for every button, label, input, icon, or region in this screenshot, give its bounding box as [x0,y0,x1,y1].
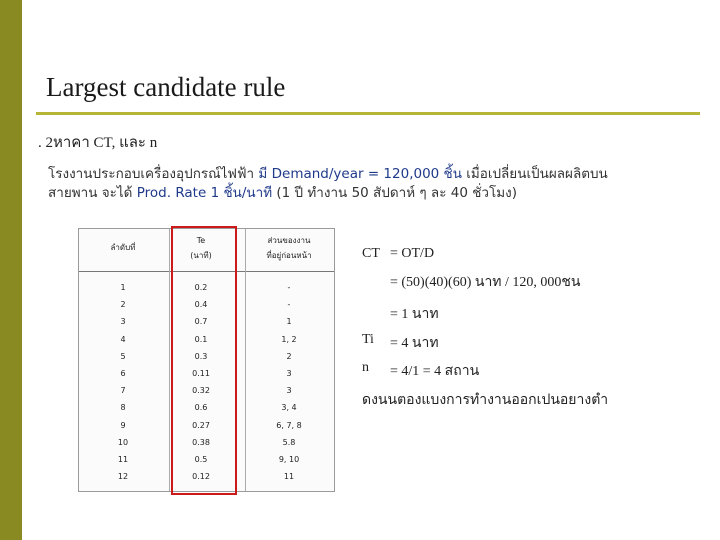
cell-te: 0.27 [192,420,210,430]
problem-part-4: สายพาน จะได้ [48,185,137,201]
ct-result: = 1 นาท [390,307,439,322]
cell-predecessor: - [287,283,291,292]
problem-statement [48,165,668,203]
header-predecessor-sub: ที่อยู่ก่อนหน้า [266,251,312,260]
header-te-unit: (นาที) [190,251,212,260]
cell-predecessor: 3 [286,369,292,378]
n-label: n [362,360,369,375]
cell-predecessor: 9, 10 [278,455,300,464]
cell-predecessor: - [287,300,291,310]
cell-te: 0.5 [194,455,208,464]
problem-part-3: เมื่อเปลี่ยนเป็นผลผลิตบน [461,166,608,182]
header-predecessor: ส่วนของงาน [267,236,311,245]
te-column-highlight [171,226,237,495]
header-order: ลำดับที่ [110,243,136,252]
cell-te: 0.1 [194,334,208,344]
slide-title: Largest candidate rule [46,72,286,102]
cell-te: 0.2 [194,283,208,292]
problem-demand: มี Demand/year = 120,000 ชิ้น [258,166,462,182]
n-value: = 4/1 = 4 สถาน [390,364,480,379]
cell-order: 6 [120,369,126,378]
ti-value: = 4 นาท [390,336,439,351]
cell-order: 8 [120,403,126,413]
cell-predecessor: 2 [286,351,292,361]
ct-label: CT [362,246,380,261]
cell-predecessor: 3 [286,386,292,396]
column-divider [245,229,246,491]
cell-predecessor: 6, 7, 8 [276,420,302,430]
cell-te: 0.7 [194,317,208,327]
cell-order: 10 [117,437,129,447]
problem-prod-rate: Prod. Rate 1 ชิ้น/นาที [136,185,273,201]
cell-order: 11 [117,455,129,464]
cell-predecessor: 11 [283,472,295,482]
cell-predecessor: 1, 2 [281,334,297,344]
cell-predecessor: 3, 4 [281,403,297,413]
cell-order: 1 [120,283,126,292]
cell-order: 3 [120,317,126,327]
cell-te: 0.11 [192,369,210,378]
step-heading: . 2หาคา CT, และ n [38,135,158,151]
cell-te: 0.6 [194,403,208,413]
problem-part-6: (1 ปี ทำงาน 50 สัปดาห์ ๆ ละ 40 ชั่วโมง) [272,185,517,201]
cell-order: 5 [120,351,126,361]
side-bar [0,0,22,540]
ct-formula: = OT/D [390,246,435,261]
column-divider [169,229,170,491]
ct-calculation: = (50)(40)(60) นาท / 120, 000ชน [390,275,581,290]
cell-order: 2 [120,300,126,310]
cell-order: 7 [120,386,126,396]
cell-te: 0.38 [192,437,210,447]
cell-te: 0.32 [192,386,210,396]
cell-predecessor: 1 [286,317,292,327]
ti-label: Ti [362,332,374,347]
cell-predecessor: 5.8 [282,437,296,447]
cell-order: 9 [120,420,126,430]
problem-part-1: โรงงานประกอบเครื่องอุปกรณ์ไฟฟ้า [48,166,259,182]
cell-order: 4 [120,334,126,344]
cell-order: 12 [117,472,129,482]
cell-te: 0.3 [194,351,208,361]
header-te: Te [196,236,206,245]
cell-te: 0.12 [192,472,210,482]
title-rule [36,112,700,115]
conclusion-text: ดงนนตองแบงการทำงานออกเปนอยางตำ [362,393,609,408]
cell-te: 0.4 [194,300,208,310]
